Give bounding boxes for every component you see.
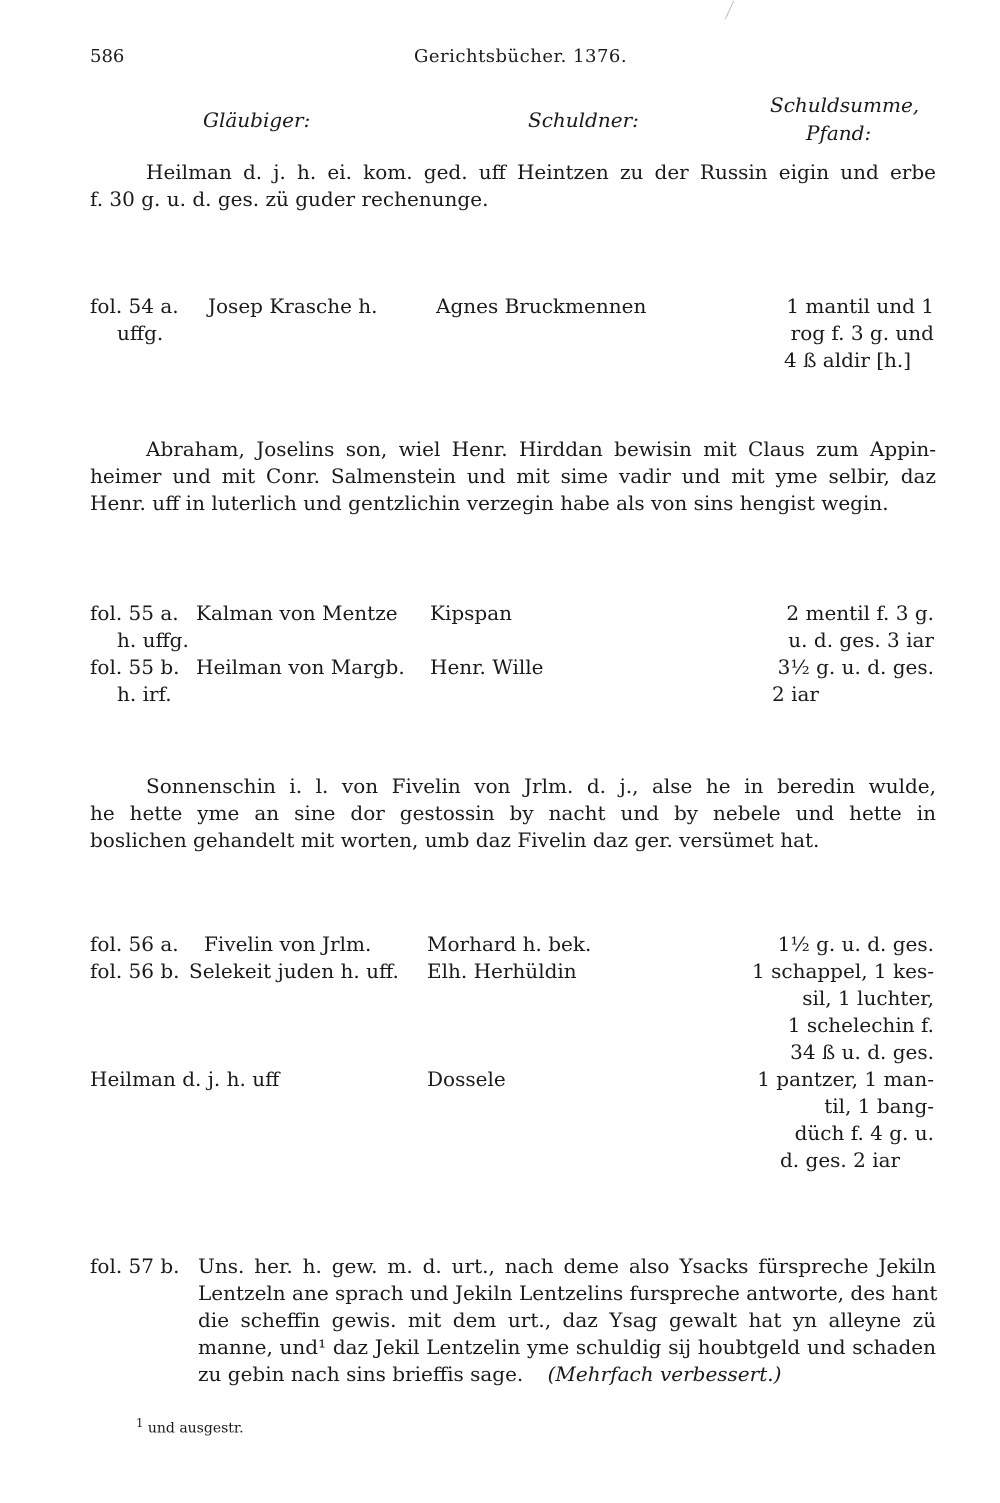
- sum-line: 2 mentil f. 3 g.: [786, 601, 934, 625]
- sum-line: 2 iar: [772, 682, 819, 706]
- sum-line: rog f. 3 g. und: [790, 321, 934, 345]
- sum-line: d. ges. 2 iar: [780, 1148, 901, 1172]
- sum-line: 1 pantzer, 1 man-: [757, 1067, 934, 1091]
- column-header-pledge: Pfand:: [806, 121, 872, 145]
- debtor-name: Dossele: [427, 1067, 506, 1091]
- debtor-name: Agnes Bruckmennen: [436, 294, 647, 318]
- text-line: manne, und¹ daz Jekil Lentzelin yme schuldig sij houbtgeld und schaden: [198, 1335, 936, 1359]
- scan-artifact: [725, 1, 734, 20]
- sum-line: sil, 1 luchter,: [802, 986, 934, 1010]
- debtor-name: Elh. Herhüldin: [427, 959, 577, 983]
- creditor-name: Heilman d. j. h. uff: [90, 1067, 280, 1091]
- text-line: [198, 1361, 936, 1388]
- column-header-debtor: Schuldner:: [528, 108, 639, 132]
- folio-ref: fol. 55 b.: [90, 655, 180, 679]
- text-line: Sonnenschin i. l. von Fivelin von Jrlm. d. j., alse he in beredin wulde,: [146, 774, 936, 798]
- text-line: Abraham, Joselins son, wiel Henr. Hirddan bewisin mit Claus zum Appin-: [146, 437, 936, 461]
- creditor-name: Josep Krasche h.: [208, 294, 378, 318]
- sum-line: 4 ß aldir [h.]: [784, 348, 912, 372]
- creditor-name: Fivelin von Jrlm.: [204, 932, 372, 956]
- folio-ref: fol. 56 b.: [90, 959, 180, 983]
- text-line: Heilman d. j. h. ei. kom. ged. uff Heintzen zu der Russin eigin und erbe: [146, 160, 936, 184]
- running-title: Gerichtsbücher. 1376.: [414, 46, 628, 67]
- sum-line: 1 schappel, 1 kes-: [752, 959, 934, 983]
- sum-line: 3½ g. u. d. ges.: [777, 655, 934, 679]
- text-line: Lentzeln ane sprach und Jekiln Lentzelins fursprechе antworte, des hant: [198, 1281, 938, 1305]
- text-line-body: zu gebin nach sins brieffis sage.: [198, 1362, 524, 1386]
- editorial-note: (Mehrfach verbessert.): [547, 1362, 782, 1386]
- debtor-name: Morhard h. bek.: [427, 932, 592, 956]
- creditor-name-cont: uffg.: [117, 321, 164, 345]
- entry-paragraph: [90, 773, 936, 854]
- creditor-name: Kalman von Mentze: [196, 601, 398, 625]
- text-line: Henr. uff in luterlich und gentzlichin verzegin habe als von sins hengist wegin.: [90, 491, 889, 515]
- footnote: [136, 1416, 244, 1437]
- sum-line: düch f. 4 g. u.: [794, 1121, 934, 1145]
- text-line: heimer und mit Conr. Salmenstein und mit sime vadir und mit yme selbir, daz: [90, 464, 936, 488]
- creditor-name-cont: h. irf.: [117, 682, 172, 706]
- text-line: he hette yme an sine dor gestossin by nacht und by nebele und hette in: [90, 801, 936, 825]
- folio-ref: fol. 55 a.: [90, 601, 179, 625]
- sum-line: 1 schelechin f.: [787, 1013, 934, 1037]
- folio-ref: fol. 56 a.: [90, 932, 179, 956]
- sum-line: 1½ g. u. d. ges.: [777, 932, 934, 956]
- sum-line: 1 mantil und 1: [786, 294, 934, 318]
- text-line: Uns. her. h. gew. m. d. urt., nach deme also Ysacks fürspreche Jekiln: [198, 1254, 936, 1278]
- footnote-marker: 1: [136, 1416, 144, 1430]
- entry-paragraph: [90, 436, 936, 517]
- folio-ref: fol. 54 a.: [90, 294, 179, 318]
- debtor-name: Kipspan: [430, 601, 513, 625]
- column-header-sum: Schuldsumme,: [770, 93, 920, 117]
- entry-paragraph: [90, 159, 936, 213]
- creditor-name: Selekeit juden h. uff.: [189, 959, 399, 983]
- text-line: f. 30 g. u. d. ges. zü guder rechenunge.: [90, 187, 489, 211]
- text-line: die scheffin gewis. mit dem urt., daz Ysag gewalt hat yn alleyne zü: [198, 1308, 936, 1332]
- column-header-creditor: Gläubiger:: [203, 108, 311, 132]
- footnote-text: und ausgestr.: [147, 1420, 244, 1437]
- debtor-name: Henr. Wille: [430, 655, 544, 679]
- text-line: boslichen gehandelt mit worten, umb daz Fivelin daz ger. versümet hat.: [90, 828, 820, 852]
- sum-line: u. d. ges. 3 iar: [788, 628, 934, 652]
- sum-line: til, 1 bang-: [824, 1094, 934, 1118]
- sum-line: 34 ß u. d. ges.: [790, 1040, 934, 1064]
- folio-ref: fol. 57 b.: [90, 1254, 180, 1278]
- creditor-name-cont: h. uffg.: [117, 628, 189, 652]
- creditor-name: Heilman von Margb.: [196, 655, 405, 679]
- entry-paragraph: [198, 1253, 936, 1388]
- page-number: 586: [90, 46, 125, 67]
